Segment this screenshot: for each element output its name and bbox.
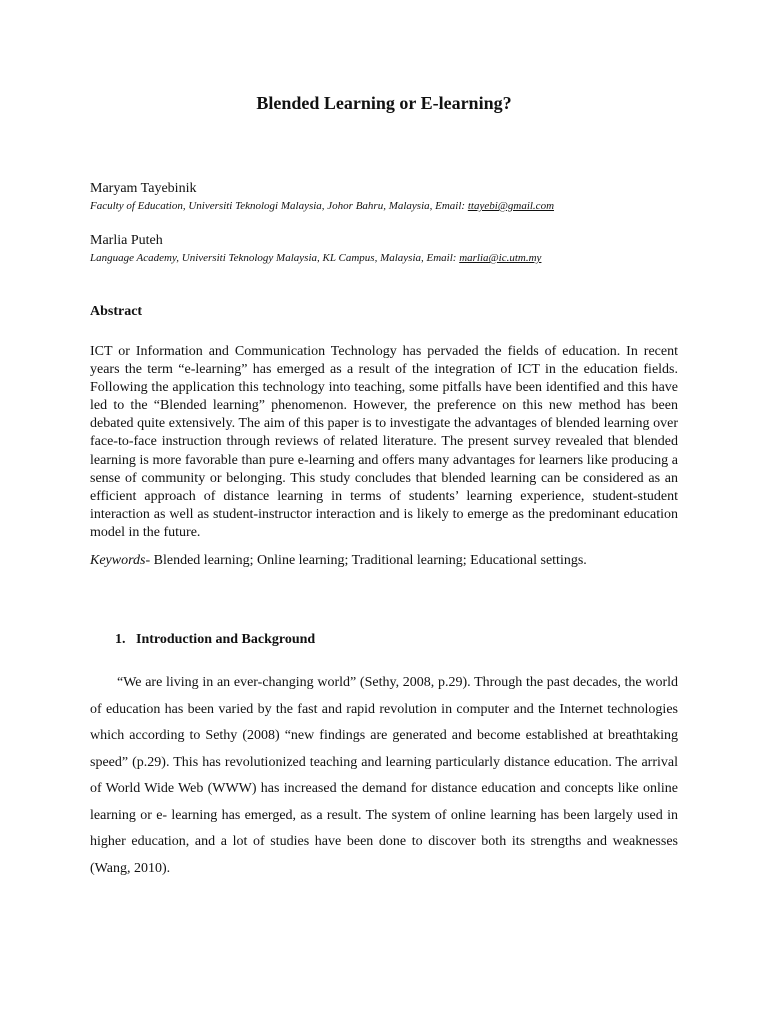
keywords-label: Keywords bbox=[90, 553, 146, 568]
affiliation-text: Language Academy, Universiti Teknology Malaysia, KL Campus, Malaysia, Email: bbox=[90, 252, 460, 264]
author-name: Marlia Puteh bbox=[90, 233, 163, 248]
section-body: “We are living in an ever-changing world” (Sethy, 2008, p.29). Through the past decades, the world of education has been varied by the fast and rapid revolution in computer and the Internet technologies which according to Sethy (2008) “new findings are generated and become established at breathtaking speed” (p.29). This has revolutionized teaching and learning particularly distance education. The arrival of World Wide Web (WWW) has increased the demand for distance education and concepts like online learning or e- learning has emerged, as a result. The system of online learning has been largely used in higher education, and a lot of studies have been done to discover both its strengths and weaknesses (Wang, 2010). bbox=[90, 675, 678, 876]
abstract-heading: Abstract bbox=[90, 304, 143, 319]
author-affiliation bbox=[90, 250, 690, 266]
author-affiliation bbox=[90, 198, 690, 214]
abstract-text: ICT or Information and Communication Technology has pervaded the fields of education. In recent years the term “e-learning” has emerged as a result of the integration of ICT in the education fields. Following the application this technology into teaching, some pitfalls have been identified and this have led to the “Blended learning” phenomenon. However, the preference on this new method has been debated quite extensively. The aim of this paper is to investigate the advantages of blended learning over face-to-face instruction through reviews of related literature. The present survey revealed that blended learning is more favorable than pure e-learning and offers many advantages for learners like producing a sense of community or belonging. This study concludes that blended learning can be considered as an efficient approach of distance learning in terms of students’ learning experience, student-student interaction as well as student-instructor interaction and is likely to emerge as the predominant education model in the future. bbox=[90, 344, 678, 540]
author-name: Maryam Tayebinik bbox=[90, 181, 197, 196]
author-email-link[interactable]: ttayebi@gmail.com bbox=[467, 200, 555, 212]
affiliation-text: Faculty of Education, Universiti Teknologi Malaysia, Johor Bahru, Malaysia, Email: bbox=[90, 200, 468, 212]
keywords-text: - Blended learning; Online learning; Traditional learning; Educational settings. bbox=[145, 553, 587, 568]
section-title: Introduction and Background bbox=[136, 632, 316, 647]
section-number: 1. bbox=[115, 632, 126, 647]
author-email-link[interactable]: marlia@ic.utm.my bbox=[459, 252, 542, 264]
paper-title: Blended Learning or E-learning? bbox=[256, 93, 512, 113]
keywords-line bbox=[90, 552, 680, 570]
author-block-1 bbox=[90, 180, 690, 214]
section-heading bbox=[115, 632, 315, 648]
author-block-2 bbox=[90, 232, 690, 266]
